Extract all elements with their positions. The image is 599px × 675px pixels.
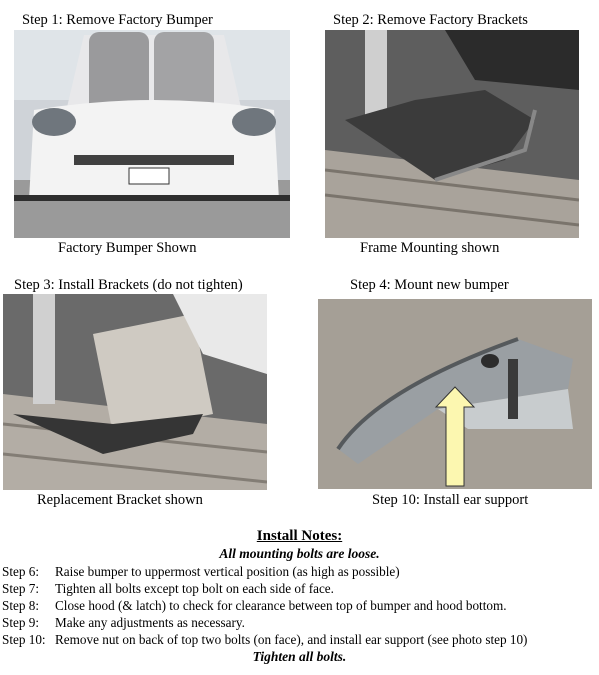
replacement-bracket-photo	[3, 294, 267, 490]
step4-heading: Step 4: Mount new bumper	[350, 277, 509, 293]
step1-heading: Step 1: Remove Factory Bumper	[22, 12, 213, 28]
step3-caption: Replacement Bracket shown	[37, 492, 203, 508]
ear-support-photo	[318, 299, 592, 489]
frame-bracket-image	[325, 30, 579, 238]
note-step8-text: Close hood (& latch) to check for clearance between top of bumper and hood bottom.	[55, 598, 507, 613]
note-step7	[2, 581, 334, 597]
note-step7-label: Step 7:	[2, 581, 39, 596]
note-step7-text: Tighten all bolts except top bolt on each side of face.	[55, 581, 334, 596]
note-step9	[2, 615, 245, 631]
step1-caption: Factory Bumper Shown	[58, 240, 197, 256]
note-step9-text: Make any adjustments as necessary.	[55, 615, 245, 630]
note-step6-text: Raise bumper to uppermost vertical position (as high as possible)	[55, 564, 400, 579]
step4-caption: Step 10: Install ear support	[372, 492, 529, 508]
ear-support-image	[318, 299, 592, 489]
truck-front-photo	[14, 30, 290, 238]
note-step6-label: Step 6:	[2, 564, 39, 579]
step2-caption: Frame Mounting shown	[360, 240, 500, 256]
note-step10-label: Step 10:	[2, 632, 46, 647]
note-step8-label: Step 8:	[2, 598, 39, 613]
note-step9-label: Step 9:	[2, 615, 39, 630]
step3-heading: Step 3: Install Brackets (do not tighten)	[14, 277, 243, 293]
replacement-bracket-image	[3, 294, 267, 490]
note-step6	[2, 564, 400, 580]
note-step10	[2, 632, 527, 648]
install-notes-title: Install Notes:	[256, 528, 343, 544]
install-notes-subtitle: All mounting bolts are loose.	[219, 546, 380, 561]
note-step8	[2, 598, 507, 614]
frame-bracket-photo	[325, 30, 579, 238]
install-notes-footer: Tighten all bolts.	[252, 649, 347, 664]
step2-heading: Step 2: Remove Factory Brackets	[333, 12, 528, 28]
truck-front-image	[14, 30, 290, 238]
note-step10-text: Remove nut on back of top two bolts (on face), and install ear support (see photo step 10)	[55, 632, 528, 647]
